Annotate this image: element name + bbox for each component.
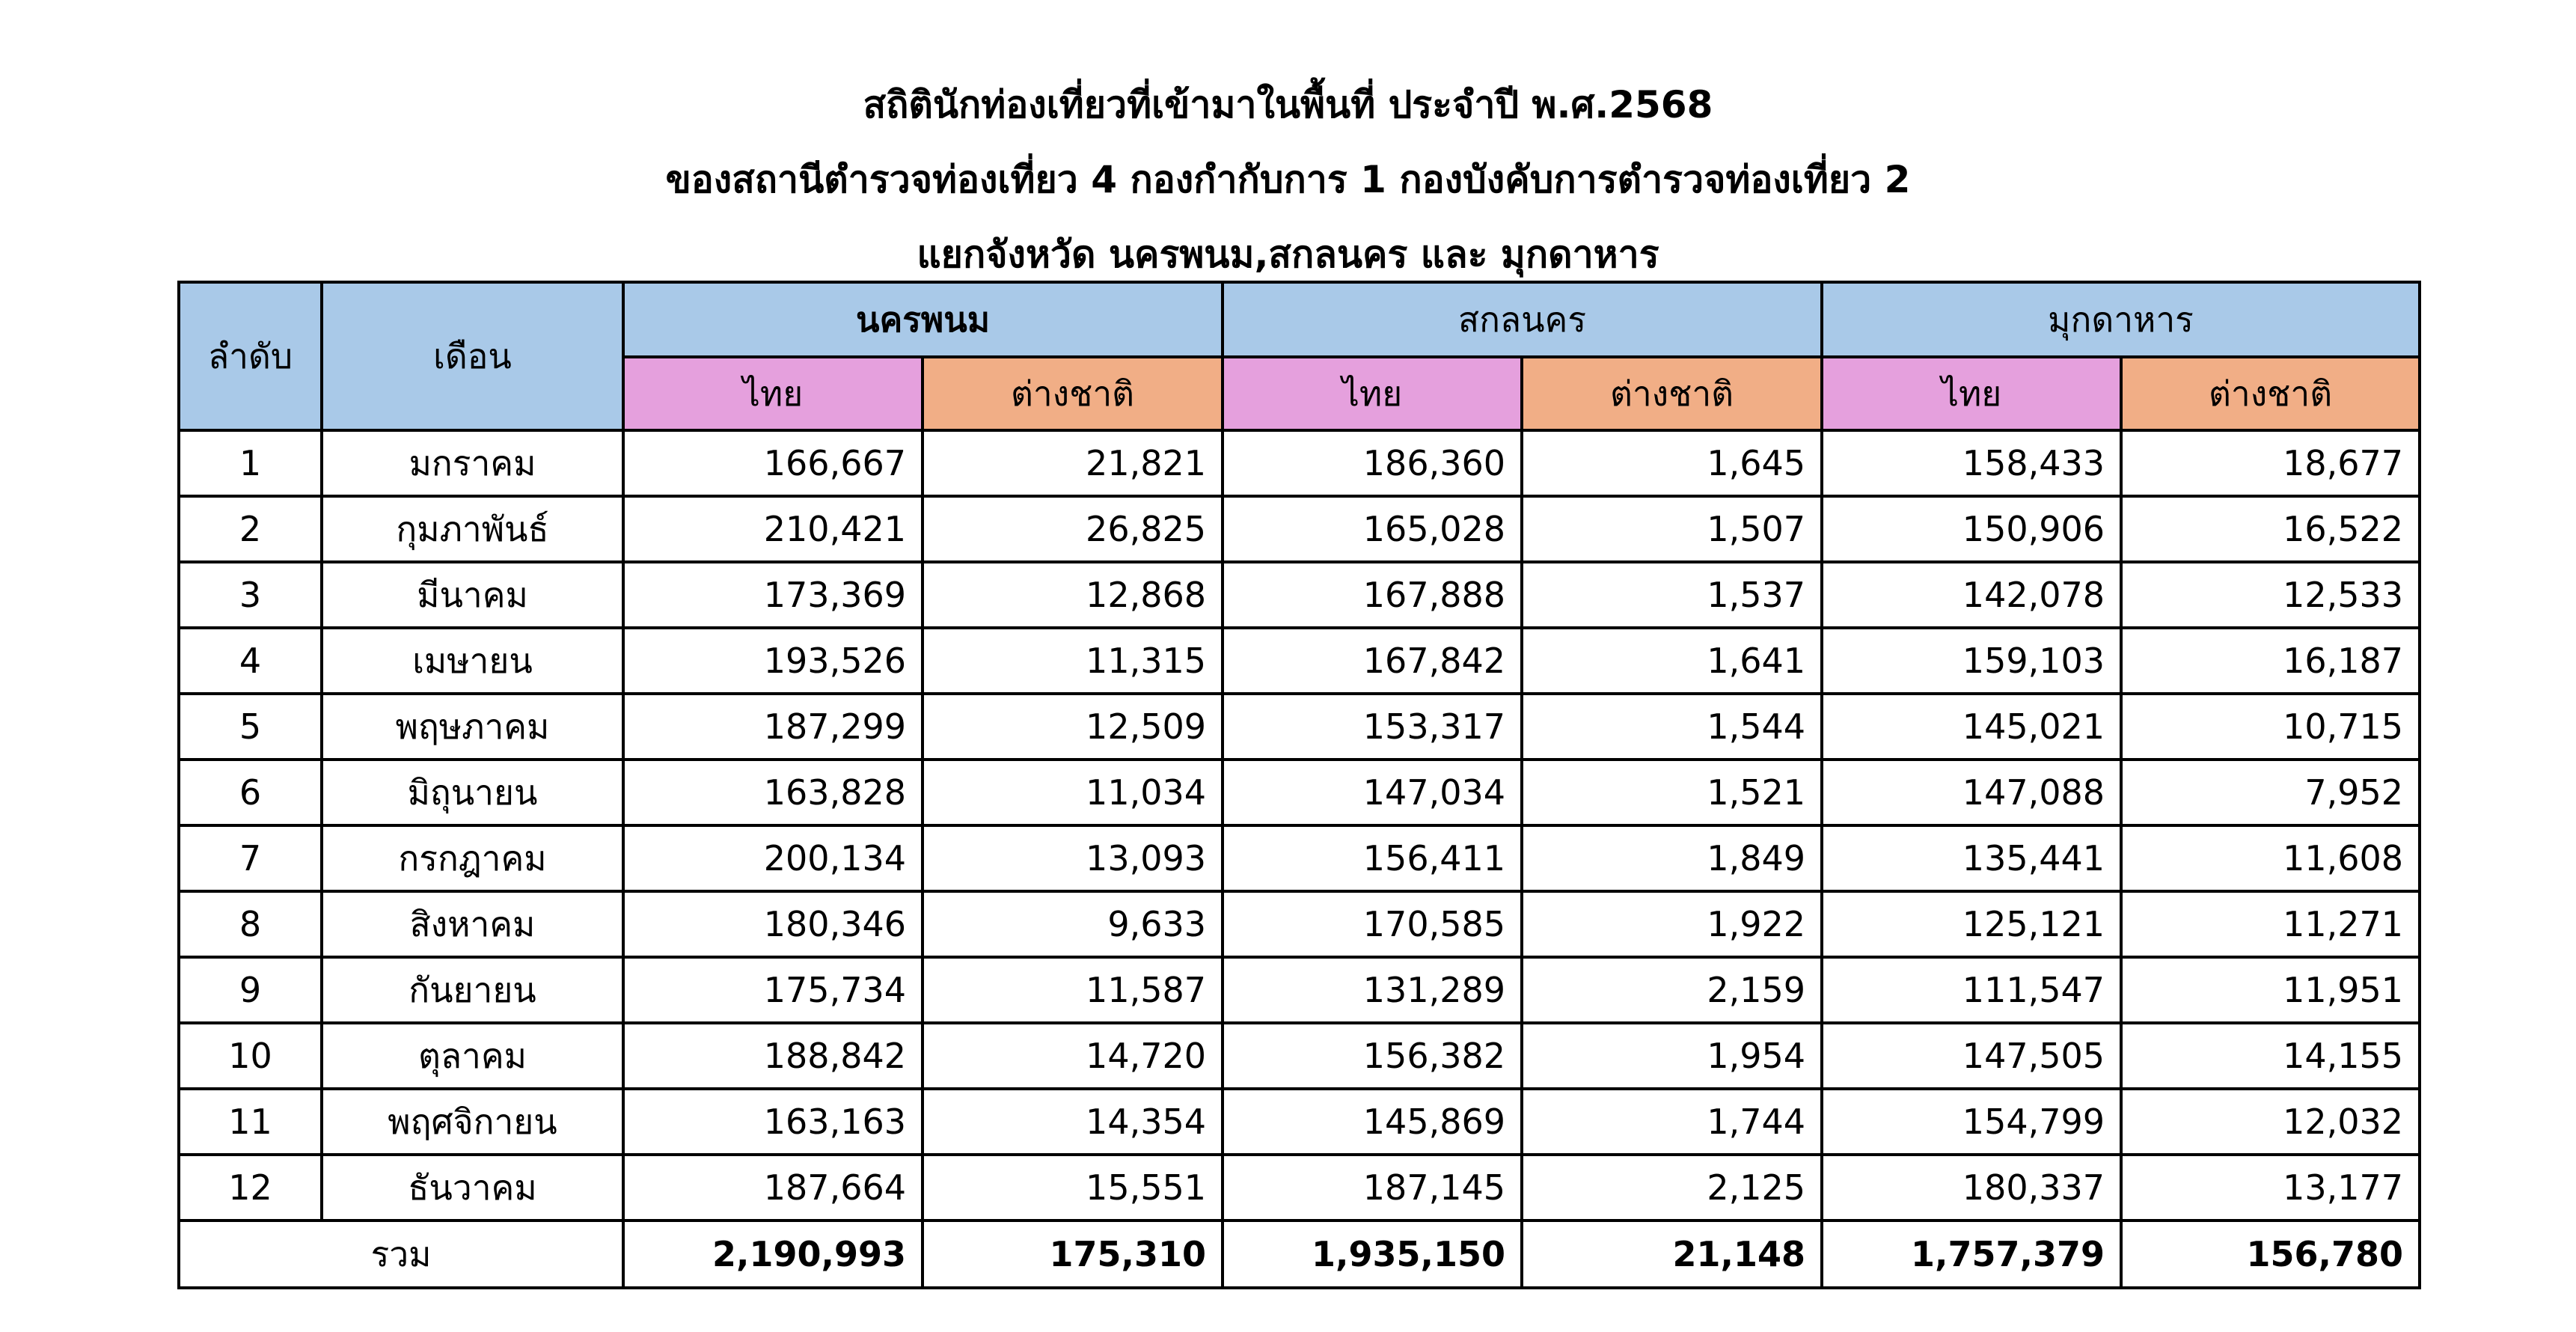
foreign-count: 2,159 xyxy=(1522,957,1822,1023)
tourist-statistics-table xyxy=(177,281,2421,1289)
thai-count: 163,828 xyxy=(623,760,923,825)
header-thai: ไทย xyxy=(623,357,923,430)
foreign-count: 1,954 xyxy=(1522,1023,1822,1089)
foreign-count: 12,868 xyxy=(923,562,1223,628)
thai-count: 186,360 xyxy=(1223,430,1522,496)
foreign-count: 13,177 xyxy=(2121,1155,2420,1221)
title-line-2: ของสถานีตำรวจท่องเที่ยว 4 กองกำกับการ 1 กองบังคับการตำรวจท่องเที่ยว 2 xyxy=(665,158,1911,201)
thai-count: 200,134 xyxy=(623,825,923,891)
total-value: 1,935,150 xyxy=(1223,1221,1522,1288)
row-number: 7 xyxy=(179,825,322,891)
header-foreign: ต่างชาติ xyxy=(923,357,1223,430)
foreign-count: 1,922 xyxy=(1522,891,1822,957)
total-value: 2,190,993 xyxy=(623,1221,923,1288)
row-month: กุมภาพันธ์ xyxy=(322,496,623,562)
thai-count: 156,411 xyxy=(1223,825,1522,891)
header-foreign: ต่างชาติ xyxy=(1522,357,1822,430)
row-month: กรกฎาคม xyxy=(322,825,623,891)
header-foreign: ต่างชาติ xyxy=(2121,357,2420,430)
foreign-count: 11,587 xyxy=(923,957,1223,1023)
row-number: 9 xyxy=(179,957,322,1023)
row-number: 4 xyxy=(179,628,322,694)
thai-count: 170,585 xyxy=(1223,891,1522,957)
table-row xyxy=(179,694,2420,760)
row-number: 6 xyxy=(179,760,322,825)
thai-count: 173,369 xyxy=(623,562,923,628)
thai-count: 131,289 xyxy=(1223,957,1522,1023)
foreign-count: 15,551 xyxy=(923,1155,1223,1221)
foreign-count: 18,677 xyxy=(2121,430,2420,496)
table-row xyxy=(179,760,2420,825)
row-number: 10 xyxy=(179,1023,322,1089)
table-row xyxy=(179,1023,2420,1089)
header-province: มุกดาหาร xyxy=(1822,282,2420,357)
thai-count: 180,346 xyxy=(623,891,923,957)
foreign-count: 12,509 xyxy=(923,694,1223,760)
thai-count: 153,317 xyxy=(1223,694,1522,760)
thai-count: 187,664 xyxy=(623,1155,923,1221)
total-label: รวม xyxy=(179,1221,623,1288)
thai-count: 147,505 xyxy=(1822,1023,2121,1089)
table-row xyxy=(179,628,2420,694)
title-line-3: แยกจังหวัด นครพนม,สกลนคร และ มุกดาหาร xyxy=(917,233,1659,276)
table-header xyxy=(179,282,2420,430)
foreign-count: 12,533 xyxy=(2121,562,2420,628)
row-month: กันยายน xyxy=(322,957,623,1023)
foreign-count: 14,354 xyxy=(923,1089,1223,1155)
thai-count: 165,028 xyxy=(1223,496,1522,562)
thai-count: 135,441 xyxy=(1822,825,2121,891)
title-block xyxy=(0,67,2576,292)
header-order: ลำดับ xyxy=(179,282,322,430)
table-row xyxy=(179,1089,2420,1155)
row-number: 12 xyxy=(179,1155,322,1221)
thai-count: 150,906 xyxy=(1822,496,2121,562)
table-row xyxy=(179,1155,2420,1221)
thai-count: 125,121 xyxy=(1822,891,2121,957)
row-number: 11 xyxy=(179,1089,322,1155)
table-row xyxy=(179,891,2420,957)
table-container xyxy=(177,281,2418,1289)
foreign-count: 1,744 xyxy=(1522,1089,1822,1155)
foreign-count: 11,271 xyxy=(2121,891,2420,957)
row-month: พฤศจิกายน xyxy=(322,1089,623,1155)
foreign-count: 14,155 xyxy=(2121,1023,2420,1089)
total-value: 1,757,379 xyxy=(1822,1221,2121,1288)
foreign-count: 1,849 xyxy=(1522,825,1822,891)
foreign-count: 1,537 xyxy=(1522,562,1822,628)
foreign-count: 1,645 xyxy=(1522,430,1822,496)
foreign-count: 21,821 xyxy=(923,430,1223,496)
total-value: 21,148 xyxy=(1522,1221,1822,1288)
foreign-count: 14,720 xyxy=(923,1023,1223,1089)
foreign-count: 16,522 xyxy=(2121,496,2420,562)
thai-count: 142,078 xyxy=(1822,562,2121,628)
foreign-count: 1,641 xyxy=(1522,628,1822,694)
thai-count: 180,337 xyxy=(1822,1155,2121,1221)
thai-count: 210,421 xyxy=(623,496,923,562)
header-province: นครพนม xyxy=(623,282,1223,357)
header-month: เดือน xyxy=(322,282,623,430)
thai-count: 111,547 xyxy=(1822,957,2121,1023)
total-value: 175,310 xyxy=(923,1221,1223,1288)
thai-count: 147,088 xyxy=(1822,760,2121,825)
foreign-count: 1,521 xyxy=(1522,760,1822,825)
foreign-count: 2,125 xyxy=(1522,1155,1822,1221)
table-body xyxy=(179,430,2420,1221)
table-row xyxy=(179,825,2420,891)
total-value: 156,780 xyxy=(2121,1221,2420,1288)
thai-count: 175,734 xyxy=(623,957,923,1023)
row-month: พฤษภาคม xyxy=(322,694,623,760)
table-row xyxy=(179,957,2420,1023)
row-month: ตุลาคม xyxy=(322,1023,623,1089)
title-line-1: สถิตินักท่องเที่ยวที่เข้ามาในพื้นที่ ประจำปี พ.ศ.2568 xyxy=(863,83,1713,126)
thai-count: 154,799 xyxy=(1822,1089,2121,1155)
header-province: สกลนคร xyxy=(1223,282,1822,357)
thai-count: 188,842 xyxy=(623,1023,923,1089)
foreign-count: 26,825 xyxy=(923,496,1223,562)
thai-count: 145,869 xyxy=(1223,1089,1522,1155)
thai-count: 158,433 xyxy=(1822,430,2121,496)
thai-count: 163,163 xyxy=(623,1089,923,1155)
thai-count: 145,021 xyxy=(1822,694,2121,760)
thai-count: 147,034 xyxy=(1223,760,1522,825)
foreign-count: 11,608 xyxy=(2121,825,2420,891)
table-row xyxy=(179,562,2420,628)
row-number: 3 xyxy=(179,562,322,628)
header-thai: ไทย xyxy=(1822,357,2121,430)
foreign-count: 11,951 xyxy=(2121,957,2420,1023)
foreign-count: 10,715 xyxy=(2121,694,2420,760)
thai-count: 193,526 xyxy=(623,628,923,694)
table-row xyxy=(179,496,2420,562)
row-month: มิถุนายน xyxy=(322,760,623,825)
foreign-count: 1,544 xyxy=(1522,694,1822,760)
row-month: สิงหาคม xyxy=(322,891,623,957)
thai-count: 187,145 xyxy=(1223,1155,1522,1221)
header-thai: ไทย xyxy=(1223,357,1522,430)
thai-count: 187,299 xyxy=(623,694,923,760)
foreign-count: 16,187 xyxy=(2121,628,2420,694)
thai-count: 167,888 xyxy=(1223,562,1522,628)
row-month: ธันวาคม xyxy=(322,1155,623,1221)
row-month: เมษายน xyxy=(322,628,623,694)
total-row xyxy=(179,1221,2420,1288)
thai-count: 159,103 xyxy=(1822,628,2121,694)
foreign-count: 9,633 xyxy=(923,891,1223,957)
foreign-count: 11,034 xyxy=(923,760,1223,825)
row-number: 1 xyxy=(179,430,322,496)
thai-count: 166,667 xyxy=(623,430,923,496)
foreign-count: 13,093 xyxy=(923,825,1223,891)
thai-count: 156,382 xyxy=(1223,1023,1522,1089)
row-number: 2 xyxy=(179,496,322,562)
row-number: 8 xyxy=(179,891,322,957)
row-month: มกราคม xyxy=(322,430,623,496)
foreign-count: 12,032 xyxy=(2121,1089,2420,1155)
row-number: 5 xyxy=(179,694,322,760)
foreign-count: 11,315 xyxy=(923,628,1223,694)
foreign-count: 7,952 xyxy=(2121,760,2420,825)
row-month: มีนาคม xyxy=(322,562,623,628)
table-footer xyxy=(179,1221,2420,1288)
thai-count: 167,842 xyxy=(1223,628,1522,694)
table-row xyxy=(179,430,2420,496)
foreign-count: 1,507 xyxy=(1522,496,1822,562)
